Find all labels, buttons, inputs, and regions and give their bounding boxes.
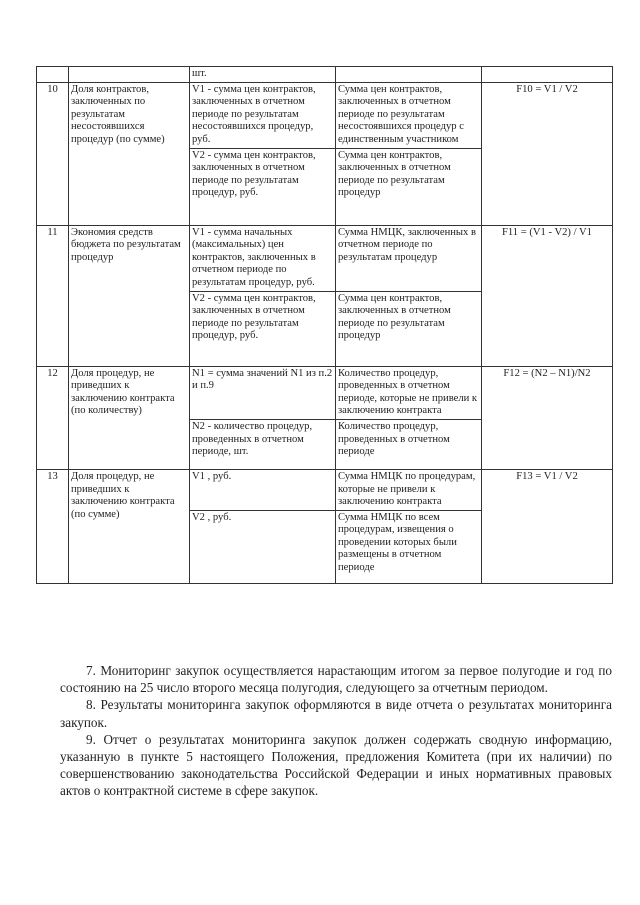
data-source: Сумма НМЦК, заключенных в отчетном периоде по результатам процедур: [336, 225, 482, 291]
formula: F11 = (V1 - V2) / V1: [482, 225, 613, 366]
paragraph-8: 8. Результаты мониторинга закупок оформляются в виде отчета о результатах мониторинга закупок.: [60, 697, 612, 730]
data-source: Сумма НМЦК по процедурам, которые не привели к заключению контракта: [336, 469, 482, 510]
table-row: [37, 82, 613, 148]
indicator-name: Доля процедур, не приведших к заключению контракта (по количеству): [69, 366, 190, 469]
monitoring-indicators-table: [36, 66, 613, 584]
variable-definition: V2 - сумма цен контрактов, заключенных в отчетном периоде по результатам процедур, руб.: [190, 291, 336, 366]
row-number: 11: [37, 225, 69, 366]
table-cell: [69, 67, 190, 83]
table-row: [37, 366, 613, 419]
paragraph-9: 9. Отчет о результатах мониторинга закупок должен содержать сводную информацию, указанную в пункте 5 настоящего Положения, предложения Комитета (при их наличии) по совершенствованию законодательства Российской Федерации и иных нормативных правовых актов о контрактной системе в сфере закупок.: [60, 731, 612, 799]
indicator-name: Экономия средств бюджета по результатам процедур: [69, 225, 190, 366]
data-source: Сумма цен контрактов, заключенных в отчетном периоде по результатам процедур: [336, 148, 482, 225]
data-source: Сумма НМЦК по всем процедурам, извещения о проведении которых были размещены в отчетном периоде: [336, 510, 482, 583]
variable-definition: V2 - сумма цен контрактов, заключенных в отчетном периоде по результатам процедур, руб.: [190, 148, 336, 225]
data-source: Сумма цен контрактов, заключенных в отчетном периоде по результатам процедур: [336, 291, 482, 366]
formula: F12 = (N2 – N1)/N2: [482, 366, 613, 469]
row-number: 12: [37, 366, 69, 469]
table-cell: шт.: [190, 67, 336, 83]
variable-definition: N1 = сумма значений N1 из п.2 и п.9: [190, 366, 336, 419]
variable-definition: V2 , руб.: [190, 510, 336, 583]
table-cell: [336, 67, 482, 83]
variable-definition: V1 - сумма цен контрактов, заключенных в отчетном периоде по результатам несостоявшихся процедур, руб.: [190, 82, 336, 148]
formula: F13 = V1 / V2: [482, 469, 613, 583]
table-cell: [482, 67, 613, 83]
variable-definition: V1 , руб.: [190, 469, 336, 510]
table-row: [37, 67, 613, 83]
data-source: Количество процедур, проведенных в отчетном периоде, которые не привели к заключению контракта: [336, 366, 482, 419]
variable-definition: N2 - количество процедур, проведенных в отчетном периоде, шт.: [190, 419, 336, 469]
row-number: 13: [37, 469, 69, 583]
indicator-name: Доля процедур, не приведших к заключению контракта (по сумме): [69, 469, 190, 583]
row-number: 10: [37, 82, 69, 225]
indicator-name: Доля контрактов, заключенных по результатам несостоявшихся процедур (по сумме): [69, 82, 190, 225]
data-source: Сумма цен контрактов, заключенных в отчетном периоде по результатам несостоявшихся процедур с единственным участником: [336, 82, 482, 148]
data-source: Количество процедур, проведенных в отчетном периоде: [336, 419, 482, 469]
formula: F10 = V1 / V2: [482, 82, 613, 225]
variable-definition: V1 - сумма начальных (максимальных) цен контрактов, заключенных в отчетном периоде по результатам процедур, руб.: [190, 225, 336, 291]
table-row: [37, 225, 613, 291]
paragraph-7: 7. Мониторинг закупок осуществляется нарастающим итогом за первое полугодие и год по состоянию на 25 число второго месяца полугодия, следующего за отчетным периодом.: [60, 663, 612, 696]
table-row: [37, 469, 613, 510]
regulation-paragraphs: [60, 662, 612, 800]
table-cell: [37, 67, 69, 83]
